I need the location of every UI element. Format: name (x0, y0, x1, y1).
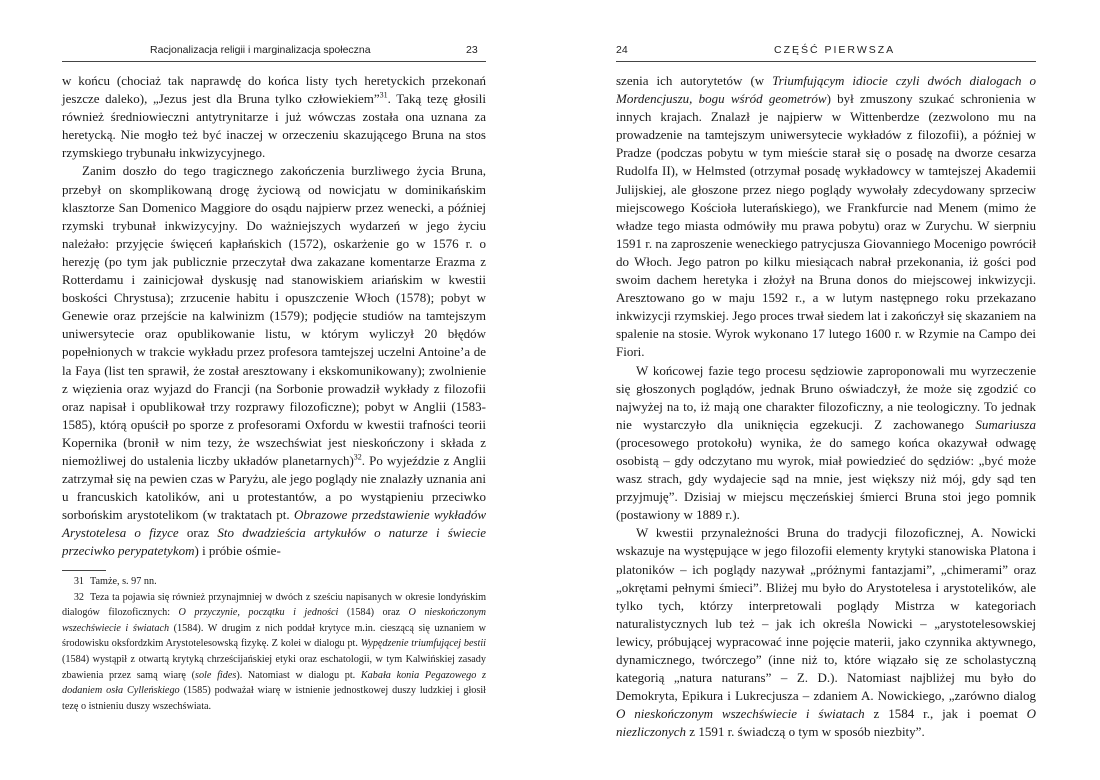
work-title: Wypędzenie triumfującej bestii (360, 638, 486, 650)
footnotes (62, 574, 486, 714)
text-run: . Taką tezę głosili również średniowieczni antytrynitarze i już wówczas została ona uznana za heretycką. Nie mogło też być inaczej w orzeczeniu skazującego Bruna na stos rzymskiego trybunału inkwizycyjnego. (62, 91, 486, 161)
header-rule (616, 61, 1036, 62)
running-head-title: Racjonalizacja religii i marginalizacja społeczna (150, 44, 371, 56)
work-title: O nieskończonym wszechświecie i światach (62, 607, 486, 634)
work-title: Obrazowe przedstawienie wykładów Arystotelesa o fizyce (62, 507, 486, 541)
text-run: w końcu (chociaż tak naprawdę do końca listy tych heretyckich przekonań jeszcze daleko), „Jezus jest dla Bruna tylko człowiekiem” (62, 73, 486, 107)
paragraph (616, 72, 1036, 362)
footnote-ref-32: 32 (353, 452, 362, 462)
text-run: Zanim doszło do tego tragicznego zakończenia burzliwego życia Bruna, przebył on skomplikowaną drogę życiową od nowicjatu w dominikańskim klasztorze San Domenico Maggiore do osądu najpierw przez wenecki, a później rzymski trybunał inkwizycyjny. Do ważniejszych wydarzeń w jego życiu należało: przyjęcie święceń kapłańskich (1572), oskarżenie go w 1576 r. o herezję (po tym jak publicznie przeczytał dwa zakazane komentarze Erazma z Rotterdamu i zainicjował dyskusję nad stanowiskiem ariańskim w kwestii boskości Chrystusa); zrzucenie habitu i opuszczenie Włoch (1578); pobyt w Genewie oraz przejście na kalwinizm (1579); podjęcie studiów na tamtejszym uniwersytecie oraz opublikowanie listu, w którym wyliczył 20 błędów popełnionych w trakcie wykładu przez profesora tamtejszej uczelni Antoine’a de la Faya (list ten sprawił, że został aresztowany i ekskomunikowany); zwolnienie z więzienia oraz wyjazd do Francji (na Sorbonie prowadził wykłady z filozofii oraz napisał i opublikował trzy rozprawy filozoficzne); pobyt w Anglii (1583-1585), którą opuścił po sporze z profesorami Oxfordu w kwestii trafności teorii Kopernika (bronił w nim tezy, że wszechświat jest nieskończony i składa z niemożliwej do ustalenia liczby układów planetarnych) (62, 163, 486, 468)
paragraph (62, 162, 486, 560)
footnote-number: 31 (73, 576, 84, 587)
text-run: . Po wyjeździe z Anglii zatrzymał się na pewien czas w Paryżu, ale jego poglądy nie znalazły uznania ani u francuskich katolików, ani u protestantów, a po wystąpieniu przeciwko sorbońskim arystotelikom (w traktatach pt. (62, 452, 486, 523)
footnote-32 (62, 590, 486, 715)
text-run: z 1591 r. świadczą o tym w sposób niezbity”. (686, 724, 925, 740)
text-run: (1585) podważał wiarę w istnienie jednostkowej duszy ludzkiej i głosił tezę o istnieniu duszy wszechświata. (62, 685, 486, 712)
text-run: Tamże, s. 97 nn. (90, 576, 157, 587)
footnote-number: 32 (73, 591, 84, 603)
page-number: 23 (466, 44, 478, 56)
page-number: 24 (616, 44, 628, 56)
text-run: (procesowego protokołu) wynika, że do samego końca okazywał odwagę osobistą – gdy odczytano mu wyrok, miał powiedzieć do sędziów: „być może wasz strach, gdy wydajecie sąd na mnie, jest większy niż mój, gdy sąd ten przyjmuję”. Dzisiaj w miejscu męczeńskiej śmierci Bruna stoi jego pomnik (postawiony w 1889 r.). (616, 434, 1036, 523)
text-run: ). Natomiast w dialogu pt. (236, 669, 361, 681)
work-title: O przyczynie, początku i jedności (178, 607, 339, 619)
running-head-title: CZĘŚĆ PIERWSZA (774, 44, 896, 56)
paragraph (62, 72, 486, 162)
body-text (616, 72, 1036, 741)
work-title: Sto dwadzieścia artykułów o naturze i świecie przeciwko perypatetykom (62, 525, 486, 559)
text-run: W końcowej fazie tego procesu sędziowie zaproponowali mu wyrzeczenie się głoszonych poglądów, jednak Bruno oświadczył, że może się zgodzić co najwyżej na to, iż mają one charakter filozoficzny, a nie teologiczny. To jednak nie wystarczyło dla uniknięcia egzekucji. Z zachowanego (616, 362, 1036, 432)
text-run: ) był zmuszony szukać schronienia w innych krajach. Znalazł je najpierw w Wittenberdze (zezwolono mu na prowadzenie na tamtejszym uniwersytecie wykładów z filozofii), a później w Pradze (podczas pobytu w tym mieście starał się o posadę na dworze cesarza Rudolfa II), w Helmsted (otrzymał posadę wykładowcy w tamtejszej Akademii Julijskiej, ale głoszone przez niego poglądy wywołały zdecydowany sprzeciw miejscowego Kościoła luterańskiego), we Frankfurcie nad Menem (mimo że władze tego miasta odmówiły mu prawa pobytu) oraz w Zurychu. W sierpniu 1591 r. na zaproszenie weneckiego patrycjusza Giovanniego Mocenigo powrócił do Włoch. Jego patron po kilku miesiącach nabrał przekonania, iż gości pod swoim dachem heretyka i złożył na Bruna donos do miejscowej inkwizycji. Aresztowano go w maju 1592 r., a w lutym następnego roku przekazano inkwizycji rzymskiej. Jego proces trwał siedem lat i zakończył się skazaniem na spalenie na stosie. Wyrok wykonano 17 lutego 1600 r. w Rzymie na Campo dei Fiori. (616, 91, 1036, 360)
paragraph (616, 524, 1036, 741)
text-run: z 1584 r., jak i poemat (864, 706, 1027, 722)
right-page (550, 0, 1100, 780)
text-run: W kwestii przynależności Bruna do tradycji filozoficznej, A. Nowicki wskazuje na występujące w jego filozofii elementy krytyki stanowiska Platona i platoników – ich poglądy nazywał „próżnymi fantazjami”, „chimerami” oraz „okrętami pełnymi śmieci”. Bliżej mu było do Arystotelesa i arystotelików, ale tylko tych, którzy interpretowali poglądy Mistrza w kategoriach naturalistycznych lub też – jak ich określa Nowicki – „arystotelesowskiej lewicy, próbującej wypracować inne pojęcie materii, jako czynnika aktywnego, dynamicznego, twórczego” (inne niż to, które wiązało się ze scholastyczną kategorią „natura naturans” – Z. D.). Natomiast najbliżej mu było do Demokryta, Epikura i Lukrecjusza – zdaniem A. Nowickiego, „zarówno dialog (616, 525, 1036, 704)
paragraph (616, 362, 1036, 525)
body-text (62, 72, 486, 561)
latin-phrase: sole fides (194, 669, 237, 681)
work-title: O niezliczonych (616, 706, 1037, 740)
footnote-ref-31: 31 (379, 90, 388, 100)
work-title: O nieskończonym wszechświecie i światach (616, 706, 865, 722)
text-run: szenia ich autorytetów (w (616, 73, 773, 88)
footnote-31 (62, 574, 486, 590)
text-run: (1584) oraz (338, 607, 409, 619)
text-run: (1584) wystąpił z otwartą krytyką chrześcijańskiej etyki oraz eschatologii, w tym Kalwińskiej zasady zbawienia przez samą wiarę ( (62, 653, 486, 681)
work-title: Triumfującym idiocie czyli dwóch dialogach o Mordencjuszu, bogu wśród geometrów (616, 73, 1036, 107)
work-title: Sumariusza (975, 416, 1036, 432)
text-run: ) i próbie ośmie- (194, 543, 281, 559)
text-run: Teza ta pojawia się również przynajmniej w dwóch z sześciu napisanych w okresie londyńskim dialogów filozoficznych: (62, 591, 486, 619)
footnote-separator (62, 570, 106, 571)
text-run: oraz (178, 525, 218, 541)
text-run: (1584). W drugim z nich poddał krytyce m.in. cieszącą się uznaniem w środowisku oksfordzkim Arystotelesowską fizykę. Z kolei w dialogu pt. (62, 622, 486, 650)
header-rule (62, 61, 486, 62)
work-title: Kabała konia Pegazowego z dodaniem osła Cylleńskiego (62, 669, 487, 697)
